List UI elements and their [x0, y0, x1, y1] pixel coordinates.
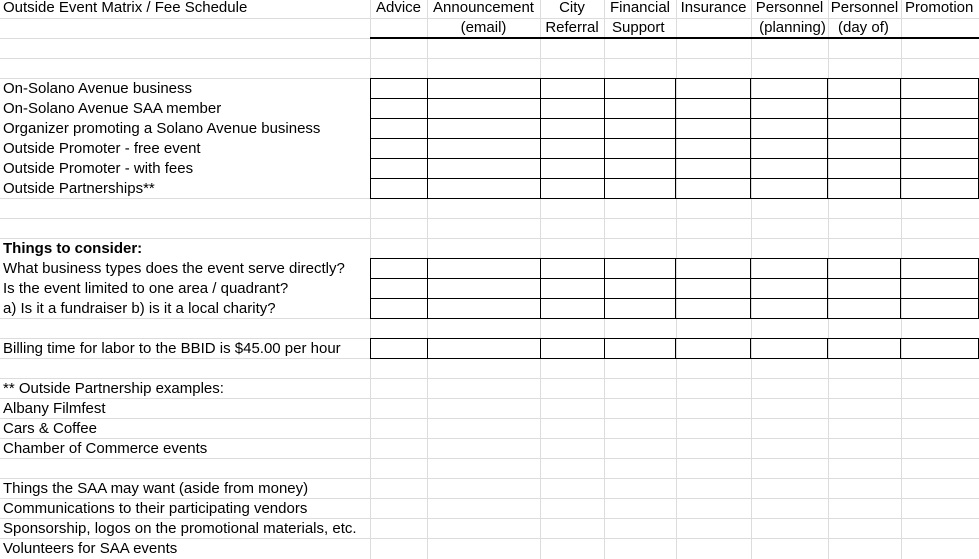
- matrix-cell[interactable]: [901, 79, 979, 99]
- category-label: Organizer promoting a Solano Avenue business: [3, 120, 321, 137]
- matrix-cell[interactable]: [751, 139, 828, 159]
- saa-wants-heading: Things the SAA may want (aside from money): [3, 480, 309, 497]
- matrix-cell[interactable]: [427, 279, 540, 299]
- matrix-cell[interactable]: [828, 139, 901, 159]
- matrix-cell[interactable]: [828, 99, 901, 119]
- matrix-cell[interactable]: [604, 99, 676, 119]
- matrix-cell[interactable]: [427, 119, 540, 139]
- matrix-cell[interactable]: [540, 119, 604, 139]
- matrix-cell[interactable]: [371, 279, 428, 299]
- matrix-row: [371, 259, 979, 279]
- matrix-cell[interactable]: [604, 259, 676, 279]
- partnership-example: Albany Filmfest: [3, 400, 106, 417]
- partnerships-heading-row: [0, 379, 979, 399]
- col-header-personnel-planning-sub: (planning): [759, 19, 826, 36]
- partnership-example: Chamber of Commerce events: [3, 440, 208, 457]
- matrix-row: [371, 299, 979, 319]
- matrix-cell[interactable]: [751, 99, 828, 119]
- matrix-cell[interactable]: [901, 339, 979, 359]
- matrix-cell[interactable]: [901, 299, 979, 319]
- saa-wants-heading-row: [0, 479, 979, 499]
- matrix-row: [371, 279, 979, 299]
- sheet-title: Outside Event Matrix / Fee Schedule: [3, 0, 248, 16]
- matrix-cell[interactable]: [901, 139, 979, 159]
- matrix-row: [371, 159, 979, 179]
- col-header-city: City: [559, 0, 585, 16]
- matrix-cell[interactable]: [676, 99, 751, 119]
- matrix-cell[interactable]: [901, 259, 979, 279]
- matrix-cell[interactable]: [427, 299, 540, 319]
- matrix-cell[interactable]: [751, 259, 828, 279]
- matrix-row: [371, 119, 979, 139]
- considerations-heading: Things to consider:: [3, 240, 143, 257]
- partnership-row: [0, 399, 979, 419]
- matrix-cell[interactable]: [751, 339, 828, 359]
- col-header-financial-sub: Support: [612, 19, 665, 36]
- matrix-cell[interactable]: [371, 99, 428, 119]
- billing-label: Billing time for labor to the BBID is $45.00 per hour: [3, 340, 341, 357]
- matrix-cell[interactable]: [604, 79, 676, 99]
- matrix-cell[interactable]: [751, 119, 828, 139]
- matrix-cell[interactable]: [540, 259, 604, 279]
- saa-wants-row: [0, 539, 979, 559]
- col-header-personnel-dayof-sub: (day of): [838, 19, 889, 36]
- matrix-cell[interactable]: [676, 279, 751, 299]
- matrix-cell[interactable]: [427, 139, 540, 159]
- saa-wants-row: [0, 519, 979, 539]
- saa-wants-item: Sponsorship, logos on the promotional materials, etc.: [3, 520, 357, 537]
- matrix-cell[interactable]: [828, 159, 901, 179]
- matrix-cell[interactable]: [427, 159, 540, 179]
- matrix-cell[interactable]: [751, 179, 828, 199]
- matrix-cell[interactable]: [751, 279, 828, 299]
- consideration-label: What business types does the event serve directly?: [3, 260, 345, 277]
- category-label: Outside Promoter - free event: [3, 140, 201, 157]
- matrix-cell[interactable]: [828, 79, 901, 99]
- matrix-cell[interactable]: [427, 179, 540, 199]
- matrix-cell[interactable]: [604, 139, 676, 159]
- matrix-cell[interactable]: [540, 79, 604, 99]
- matrix-cell[interactable]: [676, 159, 751, 179]
- matrix-cell[interactable]: [901, 179, 979, 199]
- matrix-cell[interactable]: [371, 159, 428, 179]
- col-header-promotion: Promotion: [905, 0, 974, 16]
- matrix-cell[interactable]: [828, 339, 901, 359]
- matrix-cell[interactable]: [828, 179, 901, 199]
- partnership-row: [0, 439, 979, 459]
- matrix-cell[interactable]: [604, 299, 676, 319]
- matrix-cell[interactable]: [751, 159, 828, 179]
- matrix-cell[interactable]: [604, 339, 676, 359]
- matrix-cell[interactable]: [828, 299, 901, 319]
- category-label: On-Solano Avenue SAA member: [3, 100, 222, 117]
- matrix-cell[interactable]: [371, 179, 428, 199]
- matrix-cell[interactable]: [371, 259, 428, 279]
- matrix-cell[interactable]: [604, 279, 676, 299]
- matrix-cell[interactable]: [828, 119, 901, 139]
- matrix-cell[interactable]: [540, 299, 604, 319]
- matrix-row: [371, 339, 979, 359]
- matrix-cell[interactable]: [371, 79, 428, 99]
- consideration-label: a) Is it a fundraiser b) is it a local charity?: [3, 300, 276, 317]
- matrix-cell[interactable]: [828, 259, 901, 279]
- category-label: Outside Partnerships**: [3, 180, 155, 197]
- considerations-matrix: [370, 258, 979, 319]
- matrix-cell[interactable]: [427, 339, 540, 359]
- header-underline: [370, 37, 979, 39]
- matrix-cell[interactable]: [540, 179, 604, 199]
- billing-matrix: [370, 338, 979, 359]
- matrix-cell[interactable]: [371, 299, 428, 319]
- matrix-cell[interactable]: [371, 139, 428, 159]
- matrix-cell[interactable]: [604, 119, 676, 139]
- matrix-cell[interactable]: [676, 119, 751, 139]
- col-header-city-sub: Referral: [545, 19, 599, 36]
- matrix-cell[interactable]: [540, 99, 604, 119]
- matrix-cell[interactable]: [540, 279, 604, 299]
- matrix-cell[interactable]: [427, 79, 540, 99]
- matrix-cell[interactable]: [676, 299, 751, 319]
- matrix-cell[interactable]: [540, 139, 604, 159]
- matrix-cell[interactable]: [371, 339, 428, 359]
- matrix-cell[interactable]: [540, 339, 604, 359]
- matrix-cell[interactable]: [427, 99, 540, 119]
- matrix-cell[interactable]: [604, 159, 676, 179]
- matrix-cell[interactable]: [828, 279, 901, 299]
- matrix-row: [371, 139, 979, 159]
- matrix-cell[interactable]: [901, 119, 979, 139]
- matrix-cell[interactable]: [901, 99, 979, 119]
- category-label: Outside Promoter - with fees: [3, 160, 194, 177]
- consideration-label: Is the event limited to one area / quadrant?: [3, 280, 289, 297]
- col-header-financial: Financial: [609, 0, 671, 16]
- saa-wants-item: Communications to their participating vendors: [3, 500, 308, 517]
- matrix-row: [371, 179, 979, 199]
- col-header-announcement: Announcement: [433, 0, 534, 16]
- saa-wants-row: [0, 499, 979, 519]
- matrix-cell[interactable]: [676, 139, 751, 159]
- matrix-cell[interactable]: [676, 179, 751, 199]
- saa-wants-item: Volunteers for SAA events: [3, 540, 178, 557]
- partnerships-heading: ** Outside Partnership examples:: [3, 380, 224, 397]
- matrix-cell[interactable]: [676, 259, 751, 279]
- col-header-personnel-planning: Personnel: [755, 0, 824, 16]
- matrix-row: [371, 99, 979, 119]
- matrix-cell[interactable]: [901, 159, 979, 179]
- partnership-example: Cars & Coffee: [3, 420, 97, 437]
- category-label: On-Solano Avenue business: [3, 80, 193, 97]
- matrix-cell[interactable]: [604, 179, 676, 199]
- considerations-heading-row: [0, 239, 979, 259]
- matrix-cell[interactable]: [676, 79, 751, 99]
- matrix-cell[interactable]: [540, 159, 604, 179]
- category-matrix: [370, 78, 979, 199]
- col-header-advice: Advice: [375, 0, 422, 16]
- matrix-cell[interactable]: [901, 279, 979, 299]
- matrix-cell[interactable]: [676, 339, 751, 359]
- partnership-row: [0, 419, 979, 439]
- gridline: [0, 58, 979, 59]
- col-header-announcement-sub: (email): [460, 19, 507, 36]
- gridline: [0, 218, 979, 219]
- matrix-cell[interactable]: [427, 259, 540, 279]
- matrix-cell[interactable]: [751, 299, 828, 319]
- matrix-cell[interactable]: [371, 119, 428, 139]
- col-header-personnel-dayof: Personnel: [830, 0, 899, 16]
- matrix-cell[interactable]: [751, 79, 828, 99]
- matrix-row: [371, 79, 979, 99]
- col-header-insurance: Insurance: [680, 0, 747, 16]
